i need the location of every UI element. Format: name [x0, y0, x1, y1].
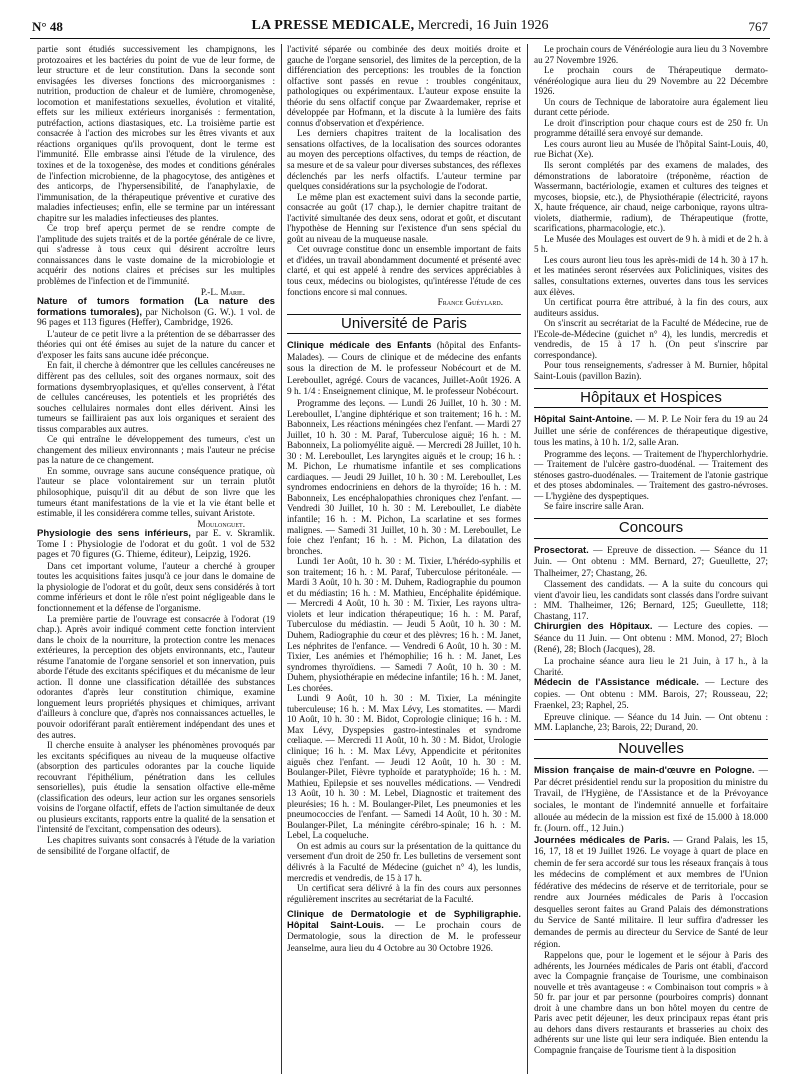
review-meta: par E. v. Skramlik. Tome I : Physiologie de l'odorat et du goût. 1 vol de 532 pages et 70 figures (G. Thieme, éditeur), Leipzig, 1926. — [37, 528, 275, 561]
notice — [534, 835, 768, 950]
paragraph: Dans cet important volume, l'auteur a cherché à grouper toutes les acquisitions faites jusqu'à ce jour dans le domaine de la physiologie de l'odorat et du goût, deux sens considérés à tort comme inférieurs et dont le rôle n'est point négligeable dans le fonctionnement et la défense de l'organisme. — [37, 560, 275, 613]
paragraph: Ce trop bref aperçu permet de se rendre compte de l'amplitude des sujets traités et de la portée générale de ce livre, qui s'adresse à tous ceux qui désirent accroître leurs connaissances dans le vaste domaine de la microbiologie et acquérir des notions claires et précises sur les multiples problèmes de l'infection et de l'immunité. — [37, 223, 275, 287]
notice-title: Mission française de main-d'œuvre en Pologne. — [534, 764, 755, 776]
notice-text: — M. P. Le Noir fera du 19 au 24 Juillet une série de conférences de thérapeutique digestive, tous les matins, à 10 h. 1/2, salle Aran. — [534, 415, 768, 449]
paragraph: Epreuve clinique. — Séance du 14 Juin. — Ont obtenu : MM. Laplanche, 23; Barois, 22; Durand, 20. — [534, 711, 768, 733]
column-2 — [287, 44, 521, 1074]
paragraph: Lundi 1er Août, 10 h. 30 : M. Tixier, L'hérédo-syphilis et son traitement; 16 h. : M. Paraf, Tuberculose péritonéale. — Mardi 3 Août, 10 h. 30 : M. Duhem, Radiographie du poumon et du médiastin; 16 h. : M. Mathieu, Encéphalite épidémique. — Mercredi 4 Août, 10 h. 30 : M. Tixier, Les rayons ultra-violets et leur indication thérapeutique; 16 h. : M. Paraf, Tuberculose du médiastin. — Jeudi 5 Août, 10 h. 30 : M. Duhem, Radiographie du cœur et des plèvres; 16 h. : M. Janet, Les néphrites de l'enfance. — Vendredi 6 Août, 10 h. 30 : M. Tixier, Les anémies et l'hémophilie; 16 h. : M. Janet, Les syndromes thyroïdiens. — Samedi 7 Août, 10 h. 30 : M. Duhem, physiothérapie en médecine infantile; 16 h. : M. Janet, Les chorées. — [287, 556, 521, 693]
paragraph: Programme des leçons. — Lundi 26 Juillet, 10 h. 30 : M. Lereboullet, L'angine diphtérique et son traitement; 16 h. : M. Babonneix, Les réactions méningées chez l'enfant. — Mardi 27 Juillet, 10 h. 30 : M. Paraf, Tuberculose aiguë; 16 h. : M. Babonneix, La poliomyélite aiguë. — Mercredi 28 Juillet, 10 h. 30 : M. Lereboullet, Les laryngites aiguës et le croup; 16 h. : M. Pichon, Le rhumatisme infantile et ses complications cardiaques. — Jeudi 29 Juillet, 10 h. 30 : M. Lereboullet, Les syndromes endocriniens en dehors de la thyroïde; 16 h. : M. Babonneix, Les encéphalopathies chroniques chez l'enfant. — Vendredi 30 Juillet, 10 h. 30 : M. Lereboullet, Le diabète infantile; 16 h. : M. Pichon, La scarlatine et ses formes malignes. — Samedi 31 Juillet, 10 h. 30 : M. Lereboullet, Le foie chez l'enfant; 16 h. : M. Pichon, La dilatation des bronches. — [287, 397, 521, 556]
paragraph: On s'inscrit au secrétariat de la Faculté de Médecine, rue de l'Ecole-de-Médecine (guichet n° 4), les lundis, mercredis et vendredis, de 15 à 17 h. (On peut s'inscrire par correspondance). — [534, 318, 768, 360]
paragraph: Programme des leçons. — Traitement de l'hyperchlorhydrie. — Traitement de l'ulcère gastro-duodénal. — Traitement des sténoses gastro-duodénales. — Traitement de l'atonie gastrique et des ptoses abdominales. — Traitement des gastro-névroses. — L'hygiène des dyspeptiques. — [534, 448, 768, 501]
signature: P.-L. Marie. — [200, 286, 245, 297]
section-heading: Concours — [534, 518, 768, 539]
clinic-title: Clinique de Dermatologie et de Syphiligraphie. Hôpital Saint-Louis. — [287, 908, 521, 930]
journal-name: LA PRESSE MEDICALE, — [251, 18, 415, 33]
page-header — [30, 17, 770, 39]
paragraph: l'activité séparée ou combinée des deux moitiés droite et gauche de l'organe sensoriel, des limites de la perception, de la différenciation des perceptions: les troubles de la fonction olfactive sont passés en revue : troubles congénitaux, pathologiques ou expérimentaux. L'auteur expose ensuite la théorie du sens olfactif conçue par Zwaardemaker, reprise et développée par Hofmann, et la discute à la lumière des faits connus d'observation et d'expérience. — [287, 44, 521, 128]
paragraph: Rappelons que, pour le logement et le séjour à Paris des adhérents, les Journées médicales de Paris ont établi, d'accord avec la Compagnie française de Tourisme, une combinaison nouvelle et très avantageuse : « Combinaison tout compris » à 50 fr. par jour et par personne (pourboires compris) donnant droit à une chambre dans un bon hôtel moyen du centre de Paris avec petit déjeuner, les deux principaux repas étant pris au dehors dans divers restaurants et brasseries au choix des adhérents sur une liste qui leur sera indiquée. Bien entendu la Compagnie française de Tourisme tient à la disposition — [534, 950, 768, 1056]
notice-title: Prosectorat. — [534, 543, 589, 555]
clinic-notice — [287, 909, 521, 954]
signature: France Guéylard. — [437, 297, 503, 308]
notice-text: — Par décret présidentiel rendu sur la proposition du ministre du Travail, de l'Hygiène, de l'Assistance et de la Prévoyance sociales, le montant de l'indemnité annuelle et forfaitaire allouée au médecin de la mission est fixé de 15.000 à 18.000 fr. (Journ. off., 12 Juin.) — [534, 766, 768, 835]
paragraph: partie sont étudiés successivement les champignons, les protozoaires et les bactéries du point de vue de leur forme, de leur structure et de leur constitution. Dans la seconde sont envisagées les diverses fonctions des microorganismes : nutrition, production de chaleur et de lumière, chromogenèse, locomotion et manifestations sexuelles, évolution et vitalité, effets sur les milieux extérieurs inorganisés : fermentation, putréfaction, actions diastasiques, etc. La troisième partie est consacrée à l'action des microbes sur les êtres vivants et aux réactions organiques qu'ils provoquent, dont le terme est l'immunité. Elle embrasse ainsi l'étude de la virulence, des toxines et de la toxogenèse, des modes et conditions générales de l'infection microbienne, de la phagocytose, des antigènes et des anticorps, de l'hypersensibilité, de l'anaphylaxie, de l'immunisation, de la thérapeutique préventive et curative des maladies infectieuses; enfin, elle se termine par un intéressant chapitre sur les maladies infectieuses des plantes. — [37, 44, 275, 223]
journal-title — [30, 18, 770, 34]
paragraph: Se faire inscrire salle Aran. — [544, 501, 644, 512]
notice — [534, 545, 768, 580]
notice-text: — Grand Palais, les 15, 16, 17, 18 et 19 Juillet 1926. Le voyage à quart de place en chemin de fer sera accordé sur tous les réseaux français à tous les médecins de complément et aux membres de l'Union fédérative des médecins de réserve et de territoriale, pour se rendre aux Journées médicales de Paris à l'occasion desquelles seront faites au Grand Palais des démonstrations du Service de Santé militaire. Il leur suffira d'adresser les demandes de permis au directeur du Service de Santé de leur région. — [534, 835, 768, 950]
section-heading: Université de Paris — [287, 314, 521, 335]
column-rule-1 — [281, 44, 282, 1074]
review-meta: par Nicholson (G. W.). 1 vol. de 96 pages et 113 figures (Heffer), Cambridge, 1926. — [37, 306, 275, 329]
notice-title: Chirurgien des Hôpitaux. — [534, 620, 653, 632]
notice — [534, 621, 768, 656]
paragraph: Le prochain cours de Vénéréologie aura lieu du 3 Novembre au 27 Novembre 1926. — [534, 44, 768, 65]
journal-date: Mercredi, 16 Juin 1926 — [414, 18, 549, 33]
paragraph: Les cours auront lieu au Musée de l'hôpital Saint-Louis, 40, rue Bichat (Xe). — [534, 138, 768, 160]
paragraph: Un cours de Technique de laboratoire aura également lieu durant cette période. — [534, 96, 768, 118]
review-heading: Nature of tumors formation (La nature des formations tumorales), — [37, 296, 275, 318]
notice-text: — Lecture des copies. — Séance du 11 Juin. — Ont obtenu : MM. Monod, 27; Bloch (René), 28; Bloch (Jacques), 28. — [534, 622, 768, 656]
column-1 — [37, 44, 275, 1074]
paragraph: Le droit d'inscription pour chaque cours est de 250 fr. Un programme détaillé sera envoyé sur demande. — [534, 117, 768, 139]
paragraph: Ils seront complétés par des examens de malades, des démonstrations de laboratoire (tréponème, réaction de Wassermann, bactériologie, examen et cultures des teignes et mycoses, biopsie, etc.), de Physiothérapie (électricité, rayons X, haute fréquence, air chaud, neige carbonique, rayons ultra-violets, diathermie, radium), de Thérapeutique (frotte, scarifications, pharmacologie, etc.). — [534, 160, 768, 234]
notice — [534, 677, 768, 712]
paragraph: La prochaine séance aura lieu le 21 Juin, à 17 h., à la Charité. — [534, 655, 768, 677]
paragraph: Un certificat pourra être attribué, à la fin des cours, aux auditeurs assidus. — [534, 297, 768, 318]
clinic-intro: — Le prochain cours de Dermatologie, sous la direction de M. le professeur Jeanselme, aura lieu du 4 Octobre au 30 Octobre 1926. — [287, 920, 521, 954]
notice-title: Journées médicales de Paris. — [534, 833, 670, 845]
paragraph: Les derniers chapitres traitent de la localisation des sensations olfactives, de la localisation des sources odorantes au moyen des perceptions olfactives, du temps de réaction, de sa mesure et de sa valeur pour diverses substances, des réflexes déclenchés par les nerfs olfactifs. L'auteur termine par quelques considérations sur la psychologie de l'odorat. — [287, 128, 521, 192]
column-3 — [534, 44, 768, 1074]
paragraph: Les chapitres suivants sont consacrés à l'étude de la variation de sensibilité de l'organe olfactif, de — [37, 835, 275, 856]
paragraph: Les cours auront lieu tous les après-midi de 14 h. 30 à 17 h. et les matinées seront réservées aux Policliniques, visites des salles, consultations externes, ouvertes dans tous les services aux élèves. — [534, 254, 768, 297]
paragraph: En fait, il cherche à démontrer que les cellules cancéreuses ne diffèrent pas des cellules, soit des organes normaux, soit des formations dysembryoplasiques, et qu'elles conservent, à l'état de cellules cancéreuses, les potentiels et les propriétés des souches cellulaires normales dont elles dérivent. Ainsi les tumeurs se failliraient pas aux lois organiques et seraient des tissus comparables aux autres. — [37, 360, 275, 434]
paragraph: Classement des candidats. — A la suite du concours qui vient d'avoir lieu, les candidats sont classés dans l'ordre suivant : MM. Thalheimer, 126; Bernard, 125; Gueullette, 118; Chastang, 117. — [534, 579, 768, 621]
issue-number: N° 48 — [32, 19, 63, 34]
paragraph: On est admis au cours sur la présentation de la quittance du versement d'un droit de 250 fr. Les bulletins de versement sont délivrés à la Faculté de Médecine (guichet n° 4), les lundis, mercredis et vendredis, de 15 à 17 h. — [287, 840, 521, 883]
paragraph: Le même plan est exactement suivi dans la seconde partie, consacrée au goût (17 chap.), le dernier chapitre traitant de l'activité simultanée des deux sens, odorat et goût, et discutant l'hypothèse de Henning sur l'existence d'un sens spécial du goût au niveau de la muqueuse nasale. — [287, 191, 521, 244]
notice — [534, 414, 768, 449]
section-heading: Hôpitaux et Hospices — [534, 388, 768, 409]
section-heading: Nouvelles — [534, 739, 768, 760]
clinic-intro: (hôpital des Enfants-Malades). — Cours de clinique et de médecine des enfants sous la direction de M. le professeur Nobécourt et de M. Lereboullet, agrégé. Cours de vacances, Juillet-Août 1926. A 9 h. 1/4 : Enseignement clinique, M. le professeur Nobécourt. — [287, 341, 521, 398]
paragraph: Ce qui entraîne le développement des tumeurs, c'est un changement des milieux environnants ; mais l'auteur ne précise pas la nature de ce changement. — [37, 434, 275, 466]
paragraph: Il cherche ensuite à analyser les phénomènes provoqués par les excitants spécifiques au niveau de la muqueuse olfactive (absorption des particules odorantes par la couche liquide recouvrant l'épithélium, pénétration dans les cellules sensorielles), puis étudie la sensation olfactive elle-même (classification des odeurs, leur action sur les organes sensoriels voisins de l'organe olfactif, effets de l'action simultanée de deux ou plusieurs excitants, rapports entre la qualité de la sensation et l'intensité de l'excitant, compensation des odeurs). — [37, 740, 275, 835]
page-number: 767 — [748, 19, 768, 34]
notice-title: Hôpital Saint-Antoine. — [534, 413, 633, 425]
paragraph: Lundi 9 Août, 10 h. 30 : M. Tixier, La méningite tuberculeuse; 16 h. : M. Max Lévy, Les stomatites. — Mardi 10 Août, 10 h. 30 : M. Bidot, Coprologie clinique; 16 h. : M. Max Lévy, Dyspepsies gastro-intestinales et syndrome cœliaque. — Mercredi 11 Août, 10 h. 30 : M. Bidot, Urologie clinique; 16 h. : M. Max Lévy, Appendicite et péritonites aiguës chez l'enfant. — Jeudi 12 Août, 10 h. 30 : M. Boulanger-Pilet, Fièvre typhoïde et paratyphoïde; 16 h. : M. Mathieu, Epilepsie et ses nouvelles médications. — Vendredi 13 Août, 10 h. 30 : M. Lebel, Diagnostic et traitement des pleurésies; 16 h. : M. Boulanger-Pilet, Les pneumonies et les pneumococcies de l'enfant. — Samedi 14 Août, 10 h. 30 : M. Boulanger-Pilet, La méningite cérébro-spinale; 16 h. : M. Lebel, La coqueluche. — [287, 693, 521, 841]
clinic-title: Clinique médicale des Enfants — [287, 339, 432, 351]
notice — [534, 765, 768, 834]
paragraph: Cet ouvrage constitue donc un ensemble important de faits et d'idées, un travail abondamment documenté et présenté avec clarté, et qui est appelé à rendre des services appréciables à tous ceux, médecins ou biologistes, qu'intéresse l'étude de ces fonctions encore si mal connues. — [287, 244, 521, 297]
column-rule-2 — [527, 44, 528, 1074]
paragraph: En somme, ouvrage sans aucune conséquence pratique, où l'auteur se place volontairement sur un terrain plutôt philosophique, puisqu'il dit au début de son livre que les tumeurs étant manifestations de la vie et la vie étant belle et estimable, il les considérera comme telles, suivant Aristote. — [37, 465, 275, 519]
notice-title: Médecin de l'Assistance médicale. — [534, 676, 699, 688]
paragraph: La première partie de l'ouvrage est consacrée à l'odorat (19 chap.). Après avoir indiqué comment cette fonction intervient dans le choix de la nourriture, la protection contre les menaces extérieures, la perception des objets environnants, etc., l'auteur résume l'anatomie de l'organe sensoriel et son innervation, puis aborde l'étude des excitants spécifiques et du mécanisme de leur action. Il donne une classification détaillée des substances odorantes d'après leur constitution chimique, examine longuement leurs propriétés physiques et chimiques, arrivant d'ailleurs à conclure que, d'après nos connaissances actuelles, le pouvoir odoriférant paraît entièrement indépendant des unes et des autres. — [37, 613, 275, 740]
review-heading: Physiologie des sens inférieurs, — [37, 528, 191, 540]
paragraph: L'auteur de ce petit livre a la prétention de se débarrasser des théories qui ont été émises au sujet de la nature du cancer et d'exposer les faits sans aucune idée préconçue. — [37, 328, 275, 360]
notice-text: — Lecture des copies. — Ont obtenu : MM. Barois, 27; Rousseau, 22; Fraenkel, 23; Raphel, 25. — [534, 678, 768, 712]
paragraph: Le Musée des Moulages est ouvert de 9 h. à midi et de 2 h. à 5 h. — [534, 233, 768, 255]
paragraph: Un certificat sera délivré à la fin des cours aux personnes régulièrement inscrites au secrétariat de la Faculté. — [287, 883, 521, 904]
clinic-notice — [287, 340, 521, 398]
signature: Moulonguet. — [197, 518, 245, 529]
paragraph: Pour tous renseignements, s'adresser à M. Burnier, hôpital Saint-Louis (pavillon Bazin). — [534, 360, 768, 381]
paragraph: Le prochain cours de Thérapeutique dermato-vénéréologique aura lieu du 29 Novembre au 22 Décembre 1926. — [534, 65, 768, 97]
review-title — [37, 529, 275, 561]
review-title — [37, 297, 275, 329]
notice-text: — Epreuve de dissection. — Séance du 11 Juin. — Ont obtenu : MM. Bernard, 27; Gueullette, 27; Thalheimer, 27; Chastang, 26. — [534, 545, 768, 579]
